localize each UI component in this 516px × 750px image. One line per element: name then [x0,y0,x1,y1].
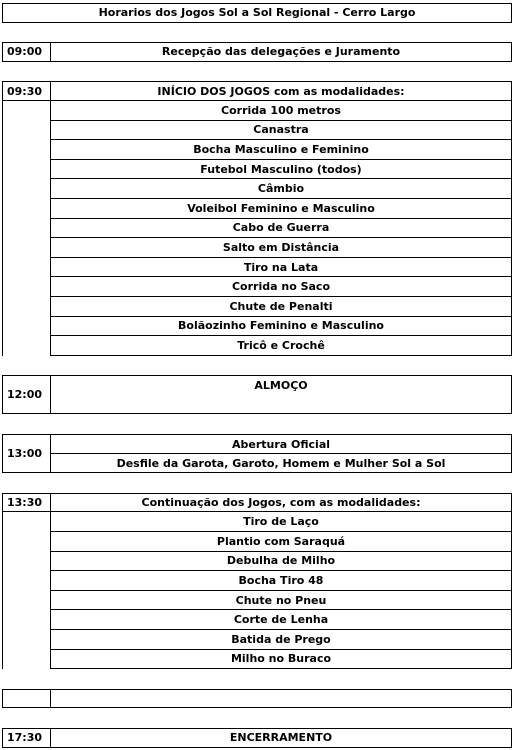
modality-item: Salto em Distância [50,238,512,258]
modality-row [2,101,512,121]
modality-item: Tricô e Crochê [50,336,512,356]
time-cell [2,101,50,121]
spacer [2,356,512,376]
modality-row [2,317,512,337]
modality-row [2,140,512,160]
modality-row [2,258,512,278]
section-header: Continuação dos Jogos, com as modalidades: [50,493,512,513]
modality-item: Canastra [50,121,512,141]
spacer [2,62,512,82]
title-row [2,3,512,23]
time-cell [2,317,50,337]
modality-item: Bocha Tiro 48 [50,571,512,591]
time-cell [2,689,50,709]
modality-row [2,277,512,297]
time-cell [2,591,50,611]
modality-row [2,199,512,219]
schedule-sheet [2,3,512,748]
spacer [2,23,512,43]
time-cell: 13:00 [2,434,50,473]
time-cell [2,277,50,297]
modality-item: Milho no Buraco [50,650,512,670]
modality-row [2,297,512,317]
time-cell [2,160,50,180]
spacer [2,708,512,728]
time-cell [2,238,50,258]
time-cell [2,199,50,219]
spacer [2,473,512,493]
modality-item: Tiro na Lata [50,258,512,278]
modality-item: Cabo de Guerra [50,219,512,239]
schedule-title: Horarios dos Jogos Sol a Sol Regional - Cerro Largo [2,3,512,23]
modality-item: Chute no Pneu [50,591,512,611]
schedule-row-0900 [2,42,512,62]
time-cell: 09:00 [2,42,50,62]
modality-row [2,179,512,199]
schedule-row-1200 [2,375,512,414]
time-cell [2,336,50,356]
modality-item: Futebol Masculino (todos) [50,160,512,180]
modality-item: Câmbio [50,179,512,199]
time-cell [2,552,50,572]
section-header: INÍCIO DOS JOGOS com as modalidades: [50,81,512,101]
time-cell [2,121,50,141]
time-cell: 17:30 [2,728,50,748]
time-cell [2,650,50,670]
modality-row [2,532,512,552]
schedule-row-1300 [2,434,512,473]
time-cell [2,532,50,552]
modality-row [2,591,512,611]
event-cell: ALMOÇO [50,375,512,414]
time-cell [2,219,50,239]
modality-row [2,121,512,141]
modality-item: Corte de Lenha [50,610,512,630]
modality-row [2,610,512,630]
modalities-list-morning [2,101,512,356]
time-cell [2,630,50,650]
schedule-row-0930 [2,81,512,101]
schedule-row-1330 [2,493,512,513]
modality-item: Plantio com Saraquá [50,532,512,552]
event-cell [50,689,512,709]
time-cell [2,610,50,630]
modality-row [2,630,512,650]
time-cell [2,179,50,199]
modality-item: Chute de Penalti [50,297,512,317]
modality-row [2,571,512,591]
modalities-list-afternoon [2,512,512,669]
modality-item: Corrida no Saco [50,277,512,297]
modality-row [2,238,512,258]
modality-item: Bolãozinho Feminino e Masculino [50,317,512,337]
modality-item: Batida de Prego [50,630,512,650]
modality-item: Tiro de Laço [50,512,512,532]
modality-row [2,512,512,532]
modality-item: Voleibol Feminino e Masculino [50,199,512,219]
time-cell [2,571,50,591]
modality-item: Debulha de Milho [50,552,512,572]
modality-row [2,219,512,239]
event-cell: Recepção das delegações e Juramento [50,42,512,62]
spacer [2,414,512,434]
spacer [2,669,512,689]
event-cell: Desfile da Garota, Garoto, Homem e Mulher Sol a Sol [50,453,512,473]
modality-row [2,160,512,180]
time-cell: 13:30 [2,493,50,513]
event-cell: ENCERRAMENTO [50,728,512,748]
modality-row [2,552,512,572]
modality-item: Bocha Masculino e Feminino [50,140,512,160]
event-cell: Abertura Oficial [50,434,512,453]
time-cell [2,140,50,160]
schedule-row-1730 [2,728,512,748]
time-cell [2,258,50,278]
modality-row [2,650,512,670]
modality-row [2,336,512,356]
time-cell: 09:30 [2,81,50,101]
time-cell [2,297,50,317]
modality-item: Corrida 100 metros [50,101,512,121]
time-cell [2,512,50,532]
time-cell: 12:00 [2,375,50,414]
empty-row [2,689,512,709]
